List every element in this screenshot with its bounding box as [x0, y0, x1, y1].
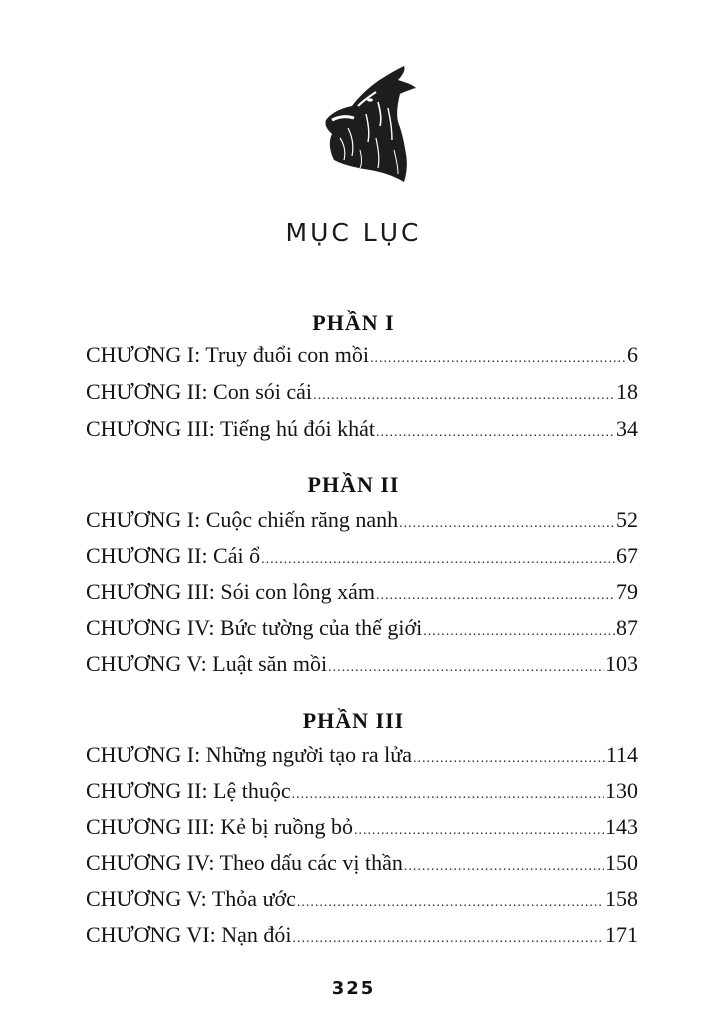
chapter-page-number: 79	[616, 579, 638, 604]
chapter-title: CHƯƠNG V: Luật săn mồi	[86, 651, 328, 676]
toc-entry[interactable]	[86, 778, 638, 808]
chapter-page-number: 158	[605, 886, 638, 911]
toc-entry[interactable]	[86, 342, 638, 372]
chapter-page-number: 18	[616, 379, 638, 404]
dot-leader	[404, 859, 604, 875]
chapter-page-number: 6	[627, 342, 638, 367]
chapter-page-number: 103	[605, 651, 638, 676]
dot-leader	[261, 552, 615, 568]
chapter-page-number: 114	[605, 742, 638, 767]
dot-leader	[376, 588, 615, 604]
part-heading: PHẦN III	[302, 708, 405, 733]
chapter-page-number: 67	[616, 543, 638, 568]
howling-wolf-icon	[318, 62, 418, 184]
toc-entry[interactable]	[86, 379, 638, 409]
chapter-title: CHƯƠNG I: Truy đuổi con mồi	[86, 342, 369, 367]
toc-entry[interactable]	[86, 850, 638, 880]
chapter-title: CHƯƠNG I: Những người tạo ra lửa	[86, 742, 412, 767]
toc-entry[interactable]	[86, 886, 638, 916]
toc-entry[interactable]	[86, 651, 638, 681]
dot-leader	[370, 351, 626, 367]
dot-leader	[297, 895, 604, 911]
chapter-title: CHƯƠNG II: Con sói cái	[86, 379, 313, 404]
chapter-page-number: 143	[605, 814, 638, 839]
chapter-title: CHƯƠNG II: Lệ thuộc	[86, 778, 291, 803]
part-heading: PHẦN I	[312, 310, 395, 335]
chapter-page-number: 130	[605, 778, 638, 803]
chapter-page-number: 171	[605, 922, 638, 947]
chapter-page-number: 150	[605, 850, 638, 875]
chapter-title: CHƯƠNG III: Sói con lông xám	[86, 579, 375, 604]
dot-leader	[354, 823, 604, 839]
chapter-title: CHƯƠNG VI: Nạn đói	[86, 922, 292, 947]
dot-leader	[423, 624, 615, 640]
chapter-title: CHƯƠNG I: Cuộc chiến răng nanh	[86, 507, 399, 532]
chapter-title: CHƯƠNG IV: Theo dấu các vị thần	[86, 850, 403, 875]
chapter-title: CHƯƠNG IV: Bức tường của thế giới	[86, 615, 423, 640]
dot-leader	[399, 516, 615, 532]
page-number: 325	[331, 978, 376, 999]
toc-entry[interactable]	[86, 922, 638, 952]
toc-entry[interactable]	[86, 579, 638, 609]
part-heading: PHẦN II	[307, 472, 400, 497]
chapter-title: CHƯƠNG III: Tiếng hú đói khát	[86, 416, 376, 441]
chapter-title: CHƯƠNG II: Cái ổ	[86, 543, 261, 568]
chapter-title: CHƯƠNG V: Thỏa ước	[86, 886, 296, 911]
toc-entry[interactable]	[86, 543, 638, 573]
toc-entry[interactable]	[86, 507, 638, 537]
dot-leader	[293, 931, 605, 947]
dot-leader	[376, 425, 615, 441]
chapter-page-number: 34	[616, 416, 638, 441]
dot-leader	[413, 751, 605, 767]
toc-entry[interactable]	[86, 416, 638, 446]
chapter-page-number: 52	[616, 507, 638, 532]
toc-entry[interactable]	[86, 615, 638, 645]
table-of-contents-title: MỤC LỤC	[285, 218, 422, 247]
toc-entry[interactable]	[86, 742, 638, 772]
chapter-title: CHƯƠNG III: Kẻ bị ruồng bỏ	[86, 814, 353, 839]
dot-leader	[292, 787, 604, 803]
toc-entry[interactable]	[86, 814, 638, 844]
dot-leader	[328, 660, 604, 676]
dot-leader	[313, 388, 615, 404]
chapter-page-number: 87	[616, 615, 638, 640]
